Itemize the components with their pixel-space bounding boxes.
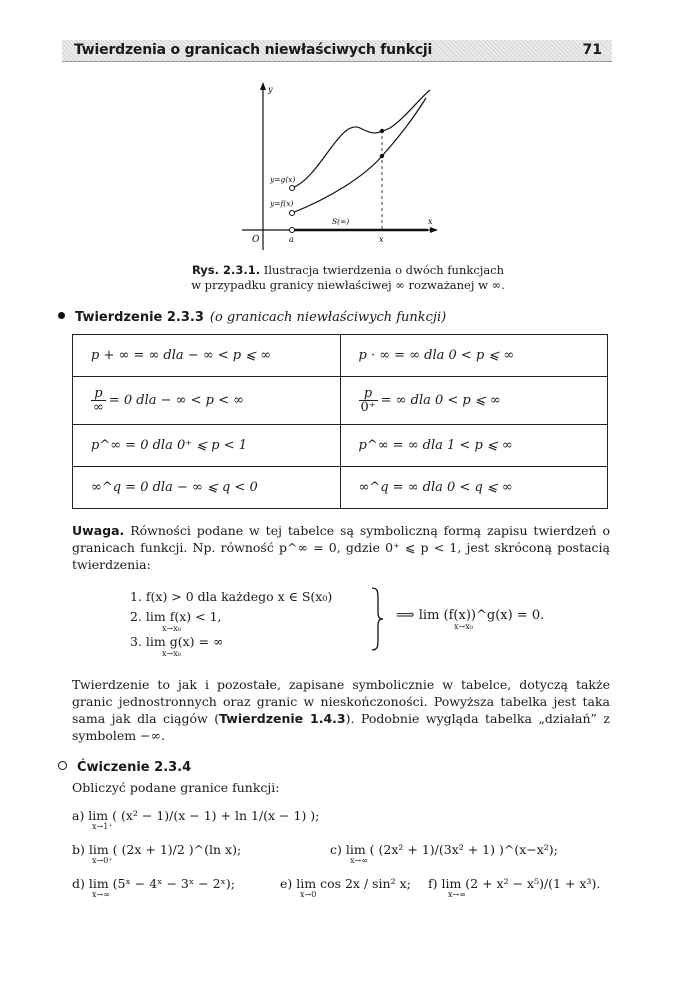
exercise-item-a: a) lim ( (x² − 1)/(x − 1) + ln 1/(x − 1) ); x→1⁺ xyxy=(72,808,320,831)
exercise-prompt: Obliczyć podane granice funkcji: xyxy=(72,780,280,795)
caption-line-2: w przypadku granicy niewłaściwej ∞ rozważanej w ∞. xyxy=(191,278,505,292)
bullet-icon xyxy=(58,312,65,319)
a-point xyxy=(290,228,295,233)
exercise-title: Ćwiczenie 2.3.4 xyxy=(77,760,192,775)
theorem-heading xyxy=(58,310,446,325)
g-x-point xyxy=(380,129,384,133)
x-tick-label: x xyxy=(379,235,384,244)
table-cell: p^∞ = ∞ dla 1 < p ⩽ ∞ xyxy=(340,425,608,467)
exercise-item-c: c) lim ( (2x² + 1)/(3x² + 1) )^(x−x²); x→∞ xyxy=(330,842,558,865)
conclusion: ⟹ lim (f(x))^g(x) = 0. x→x₀ xyxy=(396,608,545,631)
conclusion-subscript: x→x₀ xyxy=(454,622,473,631)
remark-label: Uwaga. xyxy=(72,523,125,538)
origin-label: O xyxy=(252,235,260,245)
neighborhood-label: S(∞) xyxy=(332,217,350,226)
figure-graph xyxy=(240,78,450,256)
body-paragraph: Twierdzenie to jak i pozostałe, zapisane symbolicznie w tabelce, dotyczą także granic jednostronnych oraz granic w nieskończoności. Powyższa tabelka jest taka sama jak dla ciągów (Twierdzenie 1.4.3). Podobnie wygląda tabelka „działań” z symbolem −∞. xyxy=(72,677,610,743)
exercise-heading xyxy=(58,760,191,775)
exercise-item-d: d) lim (5ˣ − 4ˣ − 3ˣ − 2ˣ); x→∞ xyxy=(72,876,235,899)
table-cell: p^∞ = 0 dla 0⁺ ⩽ p < 1 xyxy=(73,425,341,467)
theorem-reference: Twierdzenie 1.4.3 xyxy=(219,711,346,726)
exercise-item-f: f) lim (2 + x² − x⁵)/(1 + x³). x→∞ xyxy=(428,876,601,899)
f-x-point xyxy=(380,154,384,158)
limits-table xyxy=(72,334,608,509)
f-start-point xyxy=(290,211,295,216)
g-curve-label: y=g(x) xyxy=(270,175,296,184)
f-curve xyxy=(292,98,426,213)
table-cell: $\frac{p}{0^+}$ = ∞ dla 0 < p ⩽ ∞ xyxy=(340,377,608,425)
x-axis-arrow xyxy=(430,227,438,233)
condition-3-subscript: x→x₀ xyxy=(162,649,181,658)
table-cell: ∞^q = 0 dla − ∞ ⩽ q < 0 xyxy=(73,467,341,509)
g-start-point xyxy=(290,186,295,191)
theorem-subtitle: (o granicach niewłaściwych funkcji) xyxy=(209,310,447,325)
table-cell: p · ∞ = ∞ dla 0 < p ⩽ ∞ xyxy=(340,335,608,377)
condition-1: 1. f(x) > 0 dla każdego x ∈ S(x₀) xyxy=(130,589,333,604)
remark-text: Równości podane w tej tabelce są symboliczną formą zapisu twierdzeń o granicach funkcji. Np. równość p^∞ = 0, gdzie 0⁺ ⩽ p < 1, jest skróconą postacią twierdzenia: xyxy=(72,523,610,572)
caption-number: Rys. 2.3.1. xyxy=(191,263,261,277)
table-cell: $\frac{p}{\infty}$ = 0 dla − ∞ < p < ∞ xyxy=(73,377,341,425)
caption-line-1: Ilustracja twierdzenia o dwóch funkcjach xyxy=(263,263,505,277)
right-brace xyxy=(370,586,384,652)
figure-caption xyxy=(0,263,696,293)
f-curve-label: y=f(x) xyxy=(270,199,294,208)
page-number: 71 xyxy=(582,42,602,58)
remark-paragraph xyxy=(72,522,610,573)
exercise-item-b: b) lim ( (2x + 1)/2 )^(ln x); x→0⁺ xyxy=(72,842,242,865)
y-axis-label: y xyxy=(268,85,273,94)
y-axis-arrow xyxy=(260,82,266,90)
x-axis-label: x xyxy=(428,217,433,226)
header-title: Twierdzenia o granicach niewłaściwych funkcji xyxy=(74,42,433,58)
condition-2: 2. lim f(x) < 1, x→x₀ xyxy=(130,609,222,633)
exercise-item-e: e) lim cos 2x / sin² x; x→0 xyxy=(280,876,411,899)
g-curve xyxy=(292,90,430,188)
a-label: a xyxy=(289,235,294,244)
condition-3: 3. lim g(x) = ∞ x→x₀ xyxy=(130,634,224,658)
theorem-title: Twierdzenie 2.3.3 xyxy=(75,310,204,325)
running-header xyxy=(62,40,612,62)
condition-2-subscript: x→x₀ xyxy=(162,624,181,633)
table-cell: ∞^q = ∞ dla 0 < q ⩽ ∞ xyxy=(340,467,608,509)
circle-icon xyxy=(58,761,67,770)
table-cell: p + ∞ = ∞ dla − ∞ < p ⩽ ∞ xyxy=(73,335,341,377)
